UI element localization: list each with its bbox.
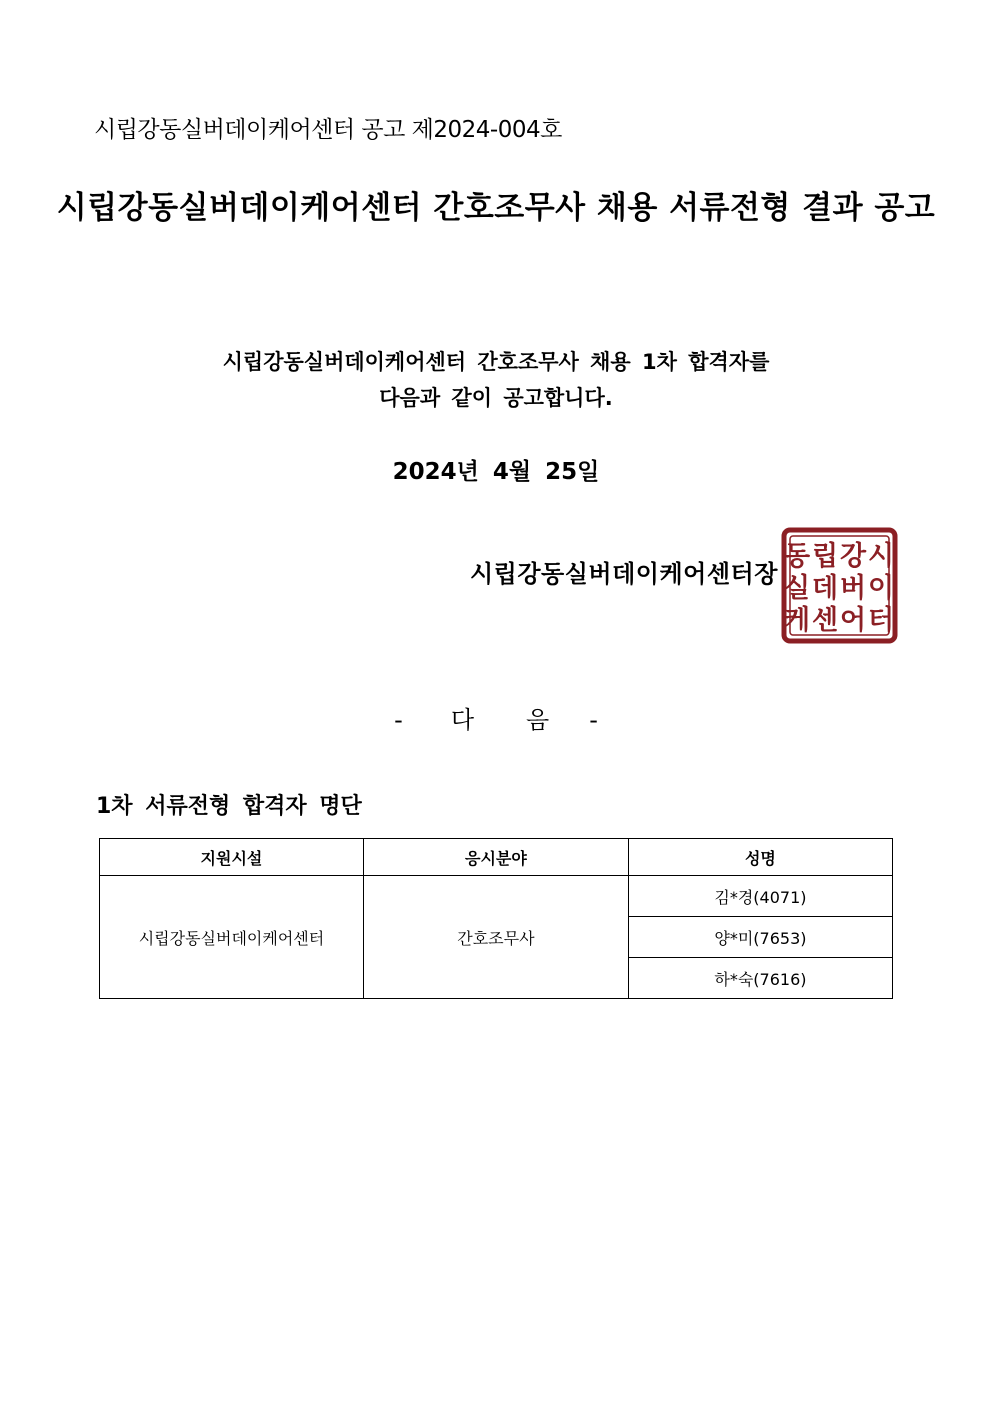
document-title: 시립강동실버데이케어센터 간호조무사 채용 서류전형 결과 공고 [56, 190, 936, 226]
marker-char-1: 다 [450, 706, 474, 734]
next-section-marker [0, 702, 992, 738]
seal-glyph: 데 [811, 573, 839, 604]
table-header-row [100, 839, 893, 876]
seal-glyph: 센 [811, 605, 839, 636]
name-cell: 하*숙(7616) [628, 958, 892, 999]
official-seal-stamp [781, 527, 898, 644]
section-title: 1차 서류전형 합격자 명단 [96, 794, 362, 819]
name-cell: 양*미(7653) [628, 917, 892, 958]
field-cell: 간호조무사 [363, 876, 628, 999]
header-field: 응시분야 [363, 839, 628, 876]
marker-char-2: 음 [526, 706, 550, 734]
seal-glyph: 실 [783, 573, 811, 604]
seal-glyph: 동 [783, 541, 811, 572]
header-facility: 지원시설 [100, 839, 364, 876]
header-name: 성명 [628, 839, 892, 876]
seal-glyph: 어 [839, 605, 867, 636]
intro-line-2: 다음과 같이 공고합니다. [379, 386, 613, 410]
intro-line-1: 시립강동실버데이케어센터 간호조무사 채용 1차 합격자를 [222, 350, 770, 374]
marker-dash-left: - [394, 706, 403, 734]
notice-date: 2024년 4월 25일 [392, 459, 600, 485]
issuer-name: 시립강동실버데이케어센터장 [470, 560, 778, 588]
intro-text [0, 344, 992, 416]
seal-glyph: 강 [839, 541, 867, 572]
seal-glyph: 터 [867, 605, 895, 636]
seal-glyph: 케 [783, 605, 811, 636]
seal-glyph: 이 [867, 573, 895, 604]
seal-glyph: 버 [839, 573, 867, 604]
notice-number: 시립강동실버데이케어센터 공고 제2024-004호 [94, 117, 562, 143]
seal-glyph: 립 [811, 541, 839, 572]
seal-glyph: 시 [867, 541, 895, 572]
marker-dash-right: - [589, 706, 598, 734]
passer-table [99, 838, 893, 999]
table-row [100, 876, 893, 917]
name-cell: 김*경(4071) [628, 876, 892, 917]
facility-cell: 시립강동실버데이케어센터 [100, 876, 364, 999]
